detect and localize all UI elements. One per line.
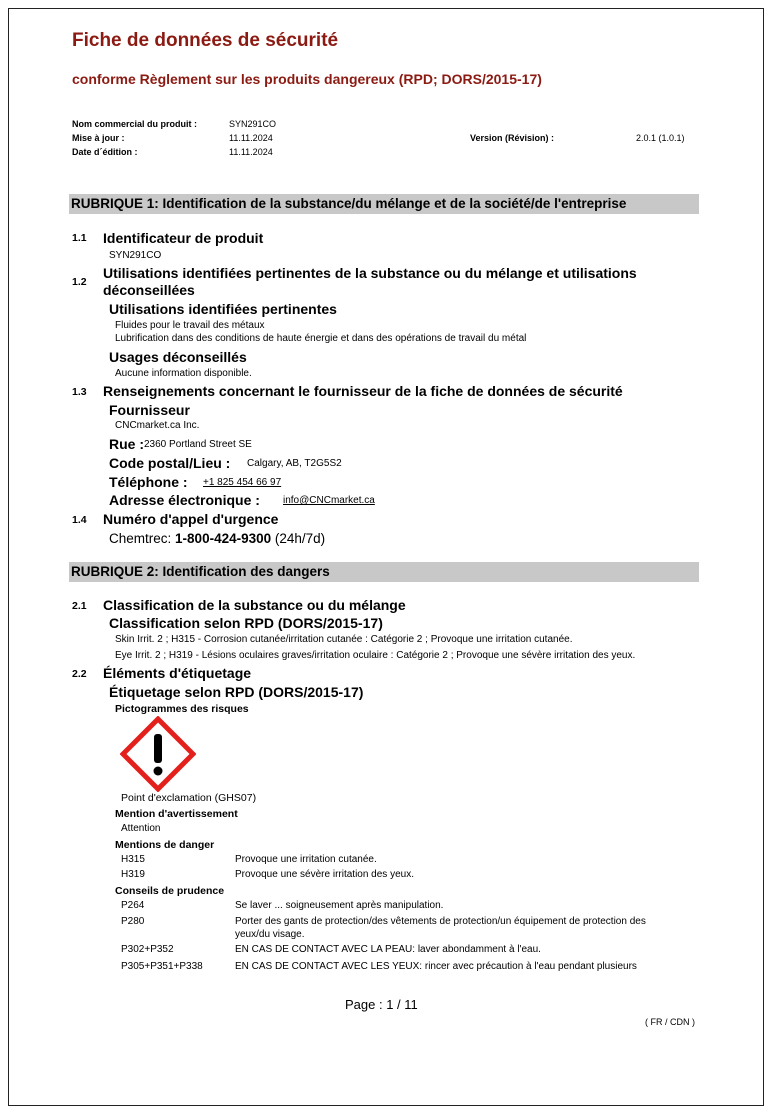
emergency-hours: (24h/7d) (274, 531, 326, 546)
hazard-statements-label: Mentions de danger (115, 839, 215, 851)
section-1-1-heading: Identificateur de produit (103, 230, 264, 246)
section-2-header: RUBRIQUE 2: Identification des dangers (69, 562, 699, 582)
emergency-phone-line (109, 531, 325, 546)
section-2-2-number: 2.2 (72, 668, 87, 680)
labelling-heading: Étiquetage selon RPD (DORS/2015-17) (109, 684, 364, 700)
pictogram-caption: Point d'exclamation (GHS07) (121, 792, 257, 804)
section-1-2-number: 1.2 (72, 276, 87, 288)
uses-advised-against-value: Aucune information disponible. (115, 368, 252, 379)
precautionary-statements-label: Conseils de prudence (115, 885, 225, 897)
edition-label: Date d´édition : (72, 147, 138, 157)
classification-line-1: Skin Irrit. 2 ; H315 - Corrosion cutanée/irritation cutanée : Catégorie 2 ; Provoque une irritation cutanée. (115, 634, 573, 645)
section-1-1-number: 1.1 (72, 232, 87, 244)
email-link[interactable]: info@CNCmarket.ca (283, 495, 375, 506)
edition-value: 11.11.2024 (229, 147, 273, 157)
sds-page (8, 8, 764, 1106)
street-label: Rue : (109, 436, 144, 452)
postal-label: Code postal/Lieu : (109, 455, 231, 471)
identified-use-2: Lubrification dans des conditions de haute énergie et dans des opérations de travail du métal (115, 333, 527, 344)
section-1-3-heading: Renseignements concernant le fournisseur de la fiche de données de sécurité (103, 383, 623, 399)
section-2-2-heading: Éléments d'étiquetage (103, 665, 252, 681)
section-1-4-number: 1.4 (72, 514, 87, 526)
pictograms-label: Pictogrammes des risques (115, 703, 249, 715)
version-label: Version (Révision) : (470, 133, 555, 143)
supplier-value: CNCmarket.ca Inc. (115, 420, 200, 431)
email-label: Adresse électronique : (109, 492, 260, 508)
document-title: Fiche de données de sécurité (72, 30, 339, 51)
document-subtitle: conforme Règlement sur les produits dangereux (RPD; DORS/2015-17) (72, 71, 542, 87)
signal-word-label: Mention d'avertissement (115, 808, 238, 820)
postal-value: Calgary, AB, T2G5S2 (247, 458, 342, 469)
precaution-text-continued: yeux/du visage. (235, 929, 305, 940)
exclamation-mark-diamond-icon (120, 716, 196, 792)
precaution-code: P302+P352 (121, 944, 174, 955)
identified-uses-heading: Utilisations identifiées pertinentes (109, 301, 337, 317)
section-1-2-heading-line2: déconseillées (103, 282, 195, 298)
hazard-code: H315 (121, 854, 145, 865)
phone-label: Téléphone : (109, 474, 188, 490)
supplier-label: Fournisseur (109, 402, 190, 418)
precaution-text: Porter des gants de protection/des vêtements de protection/un équipement de protection des (235, 916, 646, 927)
section-1-3-number: 1.3 (72, 386, 87, 398)
hazard-text: Provoque une sévère irritation des yeux. (235, 869, 414, 880)
section-2-1-heading: Classification de la substance ou du mélange (103, 597, 406, 613)
section-1-header: RUBRIQUE 1: Identification de la substance/du mélange et de la société/de l'entreprise (69, 194, 699, 214)
section-1-4-heading: Numéro d'appel d'urgence (103, 511, 279, 527)
precaution-text: EN CAS DE CONTACT AVEC LES YEUX: rincer avec précaution à l'eau pendant plusieurs (235, 961, 637, 972)
precaution-code: P280 (121, 916, 145, 927)
precaution-code: P305+P351+P338 (121, 961, 203, 972)
section-1-2-heading-line1: Utilisations identifiées pertinentes de la substance ou du mélange et utilisations (103, 265, 637, 281)
hazard-code: H319 (121, 869, 145, 880)
product-identifier: SYN291CO (109, 250, 162, 261)
update-value: 11.11.2024 (229, 133, 273, 143)
hazard-text: Provoque une irritation cutanée. (235, 854, 377, 865)
update-label: Mise à jour : (72, 133, 125, 143)
signal-word-value: Attention (121, 823, 161, 834)
street-value: 2360 Portland Street SE (144, 439, 252, 450)
classification-line-2: Eye Irrit. 2 ; H319 - Lésions oculaires graves/irritation oculaire : Catégorie 2 ; Provoque une sévère irritation des yeux. (115, 650, 636, 661)
precaution-text: EN CAS DE CONTACT AVEC LA PEAU: laver abondamment à l'eau. (235, 944, 541, 955)
phone-link[interactable]: +1 825 454 66 97 (203, 477, 282, 488)
product-value: SYN291CO (229, 119, 277, 129)
emergency-number: 1-800-424-9300 (175, 531, 272, 546)
version-value: 2.0.1 (1.0.1) (636, 133, 685, 143)
uses-advised-against-heading: Usages déconseillés (109, 349, 247, 365)
page-number: Page : 1 / 11 (345, 997, 418, 1012)
product-label: Nom commercial du produit : (72, 119, 198, 129)
locale-code: ( FR / CDN ) (645, 1017, 695, 1027)
identified-use-1: Fluides pour le travail des métaux (115, 320, 265, 331)
classification-heading: Classification selon RPD (DORS/2015-17) (109, 615, 383, 631)
precaution-code: P264 (121, 900, 145, 911)
precaution-text: Se laver ... soigneusement après manipulation. (235, 900, 444, 911)
emergency-prefix: Chemtrec: (109, 531, 172, 546)
section-2-1-number: 2.1 (72, 600, 87, 612)
